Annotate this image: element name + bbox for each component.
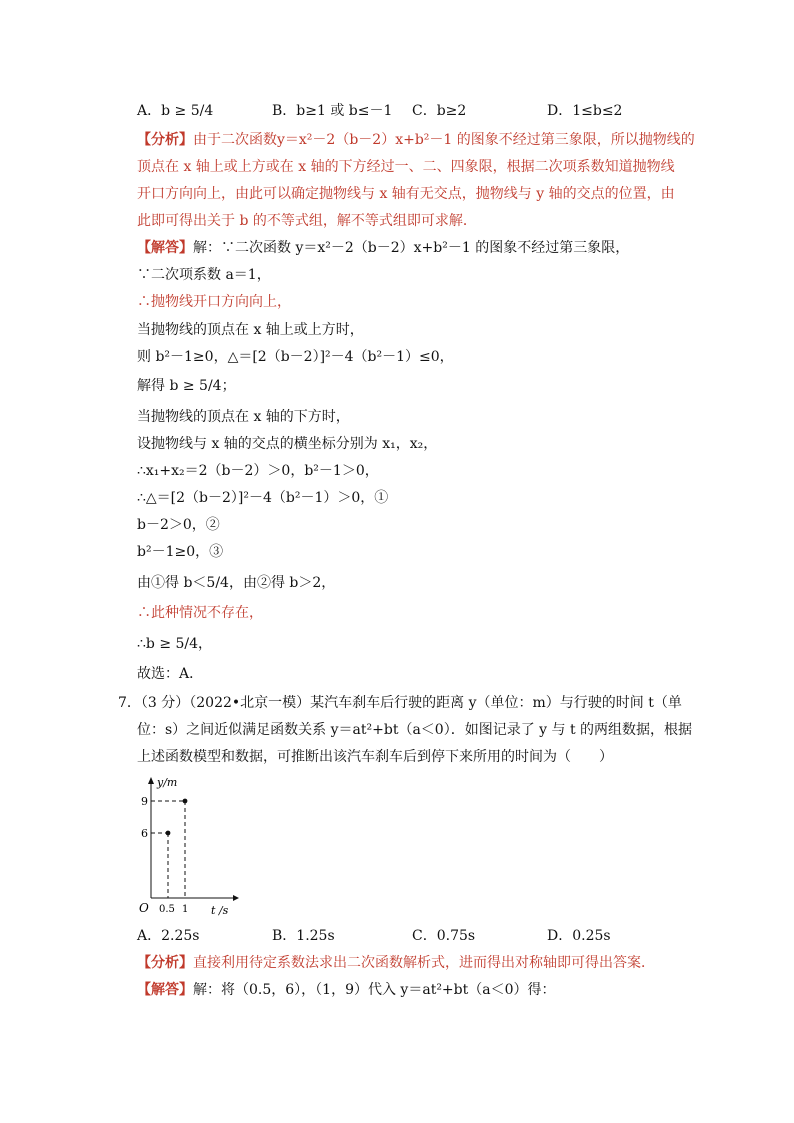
q6-solution-line-13: 由①得 b＜5/4，由②得 b＞2，: [137, 575, 336, 591]
q7-option-b[interactable]: B．1.25s: [272, 928, 335, 944]
x-axis-label: t /s: [211, 904, 229, 917]
q6-solution-line-5: 则 b²－1≥0，△＝[2（b－2）]²－4（b²－1）≤0，: [137, 349, 454, 365]
x-tick-1: 1: [182, 904, 189, 915]
data-point-1-9: [183, 799, 188, 804]
q7-options: [137, 925, 737, 947]
q6-analysis-line-3: 开口方向向上，由此可以确定抛物线与 x 轴有无交点，抛物线与 y 轴的交点的位置，由: [137, 186, 675, 202]
q7-option-a[interactable]: A．2.25s: [137, 928, 200, 944]
q6-solution-line-10: ∴△＝[2（b－2）]²－4（b²－1）＞0，①: [137, 490, 389, 506]
y-tick-9: 9: [141, 795, 148, 808]
q7-stem-line-2: 位：s）之间近似满足函数关系 y＝at²+bt（a＜0）．如图记录了 y 与 t 的两组数据，根据: [137, 722, 693, 738]
q6-option-a[interactable]: A．b ≥ 5/4: [137, 103, 214, 119]
q6-solution-line-1: [137, 238, 629, 258]
q6-solution-line-9: ∴x₁+x₂＝2（b－2）＞0，b²－1＞0，: [137, 463, 379, 479]
q7-solution-line: [137, 980, 556, 1000]
q6-analysis-line-1: [137, 130, 695, 150]
q7-solution-text: 解：将（0.5，6），（1，9）代入 y＝at²+bt（a＜0）得：: [193, 982, 556, 998]
y-tick-6: 6: [141, 827, 148, 840]
q6-option-b[interactable]: B．b≥1 或 b≤－1: [272, 103, 393, 119]
q7-graph: [137, 772, 247, 920]
q6-solution-line-2: ∵二次项系数 a＝1，: [137, 267, 271, 283]
data-point-0.5-6: [166, 831, 171, 836]
q7-analysis-tag: 【分析】: [137, 955, 193, 971]
q6-solution-line-16: 故选：A．: [137, 666, 204, 682]
q6-analysis-line-4: 此即可得出关于 b 的不等式组，解不等式组即可求解．: [137, 213, 477, 229]
q7-stem-line-3: 上述函数模型和数据，可推断出该汽车刹车后到停下来所用的时间为（ ）: [137, 749, 613, 765]
q6-solution-line-4: 当抛物线的顶点在 x 轴上或上方时，: [137, 322, 364, 338]
y-axis-label: y/m: [157, 776, 178, 789]
q6-solution-line-3: ∴抛物线开口方向向上，: [137, 294, 291, 310]
q7-solution-tag: 【解答】: [137, 982, 193, 998]
q6-solution-line-14: ∴此种情况不存在，: [137, 605, 263, 621]
q6-analysis-text-1: 由于二次函数y＝x²－2（b－2）x+b²－1 的图象不经过第三象限，所以抛物线的: [193, 132, 695, 148]
q6-solution-line-7: 当抛物线的顶点在 x 轴的下方时，: [137, 409, 350, 425]
x-axis-arrow-icon: [233, 895, 239, 901]
q6-solution-line-6: 解得 b ≥ 5/4；: [137, 378, 236, 394]
q6-solution-tag: 【解答】: [137, 240, 193, 256]
q6-analysis-line-2: 顶点在 x 轴上或上方或在 x 轴的下方经过一、二、四象限，根据二次项系数知道抛物线: [137, 159, 675, 175]
y-axis-arrow-icon: [148, 777, 154, 784]
q6-solution-line-12: b²－1≥0，③: [137, 544, 224, 560]
q6-option-c[interactable]: C．b≥2: [412, 103, 467, 119]
q6-options: [137, 100, 737, 122]
q6-solution-line-15: ∴b ≥ 5/4，: [137, 636, 213, 652]
q6-solution-line-8: 设抛物线与 x 轴的交点的横坐标分别为 x₁，x₂，: [137, 436, 438, 452]
q7-analysis-line: [137, 953, 655, 973]
q6-solution-text-1: 解：∵二次函数 y＝x²－2（b－2）x+b²－1 的图象不经过第三象限，: [193, 240, 630, 256]
q6-analysis-tag: 【分析】: [137, 132, 193, 148]
origin-label: O: [139, 901, 149, 915]
q7-analysis-text: 直接利用待定系数法求出二次函数解析式，进而得出对称轴即可得出答案．: [193, 955, 655, 971]
q6-solution-line-11: b－2＞0，②: [137, 517, 220, 533]
q7-option-d[interactable]: D．0.25s: [547, 928, 611, 944]
x-tick-0.5: 0.5: [159, 904, 175, 915]
q6-option-d[interactable]: D．1≤b≤2: [547, 103, 623, 119]
q7-option-c[interactable]: C．0.75s: [412, 928, 476, 944]
q7-stem-line-1: 7．（3 分）（2022•北京一模）某汽车刹车后行驶的距离 y（单位：m）与行驶的时间 t（单: [118, 695, 682, 711]
